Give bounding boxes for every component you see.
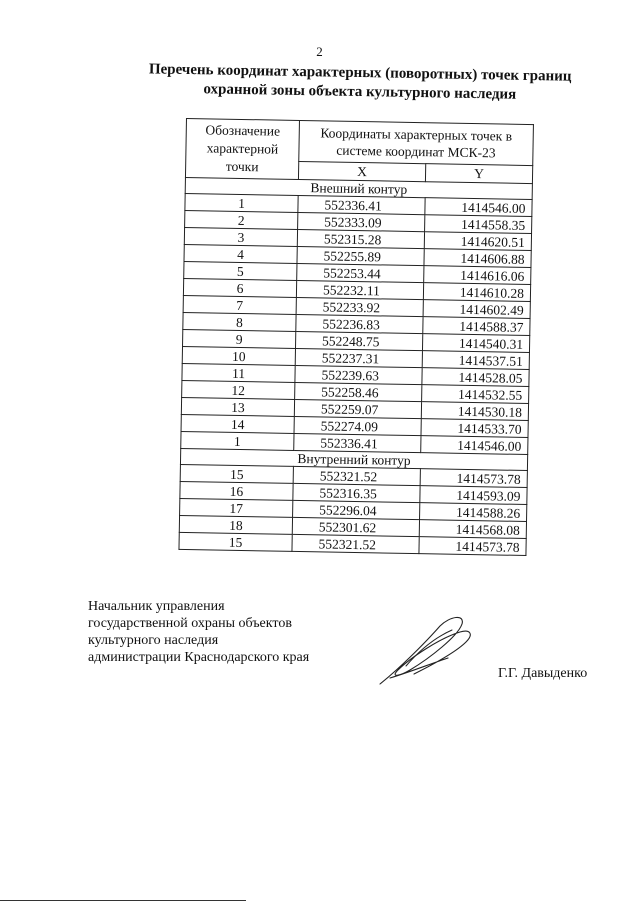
x-coordinate-cell: 552255.89 bbox=[297, 246, 424, 265]
signatory-position-line: Начальник управления bbox=[88, 599, 225, 614]
point-number-cell: 2 bbox=[185, 210, 298, 229]
x-coordinate-cell: 552316.35 bbox=[293, 483, 420, 502]
header-x: X bbox=[298, 162, 425, 182]
x-coordinate-cell: 552239.63 bbox=[295, 365, 422, 384]
x-coordinate-cell: 552315.28 bbox=[297, 229, 424, 248]
y-coordinate-cell: 1414588.26 bbox=[420, 503, 527, 522]
point-number-cell: 15 bbox=[179, 532, 292, 551]
signatory-position bbox=[88, 598, 388, 666]
y-coordinate-cell: 1414546.00 bbox=[425, 198, 532, 217]
page-number: 2 bbox=[316, 44, 323, 59]
point-number-cell: 8 bbox=[183, 312, 296, 331]
point-number-cell: 10 bbox=[182, 346, 295, 365]
x-coordinate-cell: 552274.09 bbox=[294, 416, 421, 435]
signatory-position-line: культурного наследия bbox=[88, 633, 219, 648]
y-coordinate-cell: 1414540.31 bbox=[422, 334, 529, 353]
x-coordinate-cell: 552296.04 bbox=[293, 500, 420, 519]
point-number-cell: 12 bbox=[182, 380, 295, 399]
x-coordinate-cell: 552248.75 bbox=[295, 331, 422, 350]
y-coordinate-cell: 1414568.08 bbox=[419, 520, 526, 539]
point-number-cell: 9 bbox=[183, 329, 296, 348]
point-number-cell: 15 bbox=[180, 464, 293, 483]
y-coordinate-cell: 1414573.78 bbox=[419, 537, 526, 556]
document-title-line-2: охранной зоны объекта культурного наследия bbox=[203, 81, 517, 103]
x-coordinate-cell: 552321.52 bbox=[292, 534, 419, 553]
point-number-cell: 17 bbox=[180, 498, 293, 517]
section-title: Внутренний контур bbox=[180, 448, 527, 470]
point-number-cell: 18 bbox=[179, 515, 292, 534]
x-coordinate-cell: 552237.31 bbox=[295, 348, 422, 367]
x-coordinate-cell: 552301.62 bbox=[292, 517, 419, 536]
point-number-cell: 11 bbox=[182, 363, 295, 382]
header-y: Y bbox=[425, 164, 532, 184]
coordinates-table-body bbox=[179, 177, 532, 555]
x-coordinate-cell: 552253.44 bbox=[297, 263, 424, 282]
y-coordinate-cell: 1414602.49 bbox=[423, 300, 530, 319]
point-number-cell: 3 bbox=[184, 227, 297, 246]
footer-divider bbox=[0, 900, 246, 901]
signatory-name: Г.Г. Давыденко bbox=[498, 666, 588, 681]
x-coordinate-cell: 552333.09 bbox=[298, 212, 425, 231]
x-coordinate-cell: 552336.41 bbox=[298, 195, 425, 214]
y-coordinate-cell: 1414528.05 bbox=[422, 368, 529, 387]
x-coordinate-cell: 552233.92 bbox=[296, 297, 423, 316]
y-coordinate-cell: 1414537.51 bbox=[422, 351, 529, 370]
section-title: Внешний контур bbox=[185, 177, 532, 199]
y-coordinate-cell: 1414620.51 bbox=[424, 232, 531, 251]
point-number-cell: 16 bbox=[180, 481, 293, 500]
x-coordinate-cell: 552336.41 bbox=[294, 433, 421, 452]
y-coordinate-cell: 1414593.09 bbox=[420, 486, 527, 505]
point-number-cell: 7 bbox=[183, 295, 296, 314]
point-number-cell: 6 bbox=[183, 278, 296, 297]
y-coordinate-cell: 1414533.70 bbox=[421, 419, 528, 438]
y-coordinate-cell: 1414573.78 bbox=[420, 469, 527, 488]
x-coordinate-cell: 552236.83 bbox=[296, 314, 423, 333]
header-coordinates: Координаты характерных точек в системе координат МСК-23 bbox=[299, 120, 534, 165]
y-coordinate-cell: 1414616.06 bbox=[424, 266, 531, 285]
point-number-cell: 1 bbox=[181, 431, 294, 450]
x-coordinate-cell: 552321.52 bbox=[293, 466, 420, 485]
document-title-line-1: Перечень координат характерных (поворотных) точек границ bbox=[148, 61, 572, 85]
y-coordinate-cell: 1414530.18 bbox=[421, 402, 528, 421]
y-coordinate-cell: 1414606.88 bbox=[424, 249, 531, 268]
signatory-position-line: государственной охраны объектов bbox=[88, 616, 292, 631]
coordinates-table bbox=[178, 118, 533, 556]
point-number-cell: 4 bbox=[184, 244, 297, 263]
x-coordinate-cell: 552232.11 bbox=[296, 280, 423, 299]
handwritten-signature bbox=[370, 608, 480, 688]
header-point-designation: Обозначение характерной точки bbox=[185, 119, 299, 180]
y-coordinate-cell: 1414610.28 bbox=[423, 283, 530, 302]
y-coordinate-cell: 1414546.00 bbox=[421, 436, 528, 455]
point-number-cell: 13 bbox=[181, 397, 294, 416]
y-coordinate-cell: 1414532.55 bbox=[422, 385, 529, 404]
point-number-cell: 1 bbox=[185, 193, 298, 212]
x-coordinate-cell: 552258.46 bbox=[295, 382, 422, 401]
point-number-cell: 14 bbox=[181, 414, 294, 433]
signatory-position-line: администрации Краснодарского края bbox=[88, 650, 310, 665]
y-coordinate-cell: 1414588.37 bbox=[423, 317, 530, 336]
x-coordinate-cell: 552259.07 bbox=[294, 399, 421, 418]
document-title bbox=[130, 60, 591, 106]
point-number-cell: 5 bbox=[184, 261, 297, 280]
y-coordinate-cell: 1414558.35 bbox=[425, 215, 532, 234]
